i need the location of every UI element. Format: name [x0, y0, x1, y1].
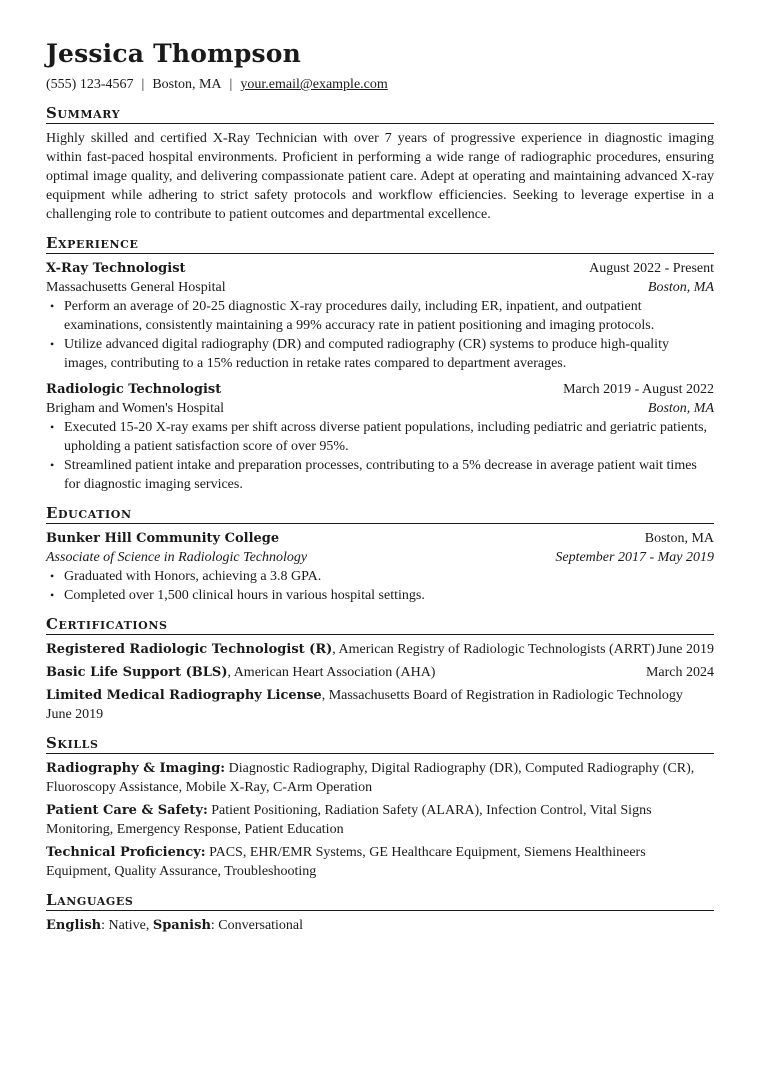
school-name: Bunker Hill Community College	[46, 531, 280, 546]
bullet-item	[46, 335, 714, 373]
employer: Massachusetts General Hospital	[46, 280, 226, 295]
section-heading-summary: Summary	[46, 104, 714, 124]
skill-group-label: Technical Proficiency:	[46, 845, 206, 860]
skill-group	[46, 801, 714, 839]
contact-line	[46, 76, 714, 94]
resume-page	[46, 38, 714, 935]
certification-issuer: , American Heart Association (AHA)	[227, 665, 436, 680]
summary-text: Highly skilled and certified X-Ray Technician with over 7 years of progressive experience in diagnostic imaging within fast-paced hospital environments. Proficient in performing a wide range of radiographic procedures, ensuring optimal image quality, and delivering compassionate patient care. Adept at operating and maintaining advanced X-ray equipment while adhering to strict safety protocols and workflow efficiencies. Seeking to leverage expertise in a challenging role to contribute to patient outcomes and departmental excellence.	[46, 131, 714, 222]
separator: |	[229, 77, 233, 92]
job-location: Boston, MA	[647, 280, 714, 295]
skill-group-text: Patient Positioning, Radiation Safety (ALARA), Infection Control, Vital Signs Monitoring, Emergency Response, Patient Education	[46, 803, 652, 837]
skills-section	[46, 734, 714, 881]
bullet-icon: •	[50, 569, 55, 583]
skill-group-label: Patient Care & Safety:	[46, 803, 208, 818]
certification-name: Limited Medical Radiography License	[46, 688, 322, 703]
separator: |	[141, 77, 145, 92]
degree: Associate of Science in Radiologic Technology	[46, 550, 308, 565]
experience-entry	[46, 259, 714, 373]
email-link[interactable]: your.email@example.com	[240, 77, 388, 92]
bullet-icon: •	[50, 420, 55, 434]
bullet-item	[46, 297, 714, 335]
experience-section	[46, 234, 714, 494]
job-bullets	[46, 418, 714, 494]
certification-issuer: , Massachusetts Board of Registration in Radiologic Technology	[321, 688, 683, 703]
bullet-text: Executed 15-20 X-ray exams per shift across diverse patient populations, including pediatric and geriatric patients, upholding a patient satisfaction score of over 95%.	[64, 420, 708, 454]
job-title: Radiologic Technologist	[46, 382, 222, 397]
bullet-text: Streamlined patient intake and preparation processes, contributing to a 5% decrease in average patient wait times for diagnostic imaging services.	[64, 458, 697, 492]
job-location: Boston, MA	[647, 401, 714, 416]
school-location: Boston, MA	[644, 531, 714, 546]
candidate-name: Jessica Thompson	[46, 39, 302, 68]
education-entry	[46, 529, 714, 605]
bullet-item	[46, 456, 714, 494]
section-heading-languages: Languages	[46, 891, 714, 911]
job-dates: March 2019 - August 2022	[563, 382, 714, 397]
bullet-item	[46, 418, 714, 456]
bullet-icon: •	[50, 458, 55, 472]
section-heading-education: Education	[46, 504, 714, 524]
certification-name: Registered Radiologic Technologist (R)	[46, 642, 333, 657]
language-name: English	[46, 918, 102, 933]
certification-item	[46, 686, 714, 724]
certification-issuer: , American Registry of Radiologic Technologists (ARRT)	[332, 642, 655, 657]
employer: Brigham and Women's Hospital	[46, 401, 225, 416]
location: Boston, MA	[152, 77, 222, 92]
job-dates: August 2022 - Present	[589, 261, 714, 276]
bullet-icon: •	[50, 337, 55, 351]
bullet-text: Perform an average of 20-25 diagnostic X-ray procedures daily, including ER, inpatient, and outpatient examinations, consistently maintaining a 99% accuracy rate in patient positioning and imaging protocols.	[64, 299, 655, 333]
job-title: X-Ray Technologist	[46, 261, 186, 276]
education-section	[46, 504, 714, 605]
summary-section	[46, 104, 714, 224]
section-heading-certifications: Certifications	[46, 615, 714, 635]
certification-item	[46, 663, 714, 682]
skill-group	[46, 759, 714, 797]
skill-group	[46, 843, 714, 881]
bullet-icon: •	[50, 299, 55, 313]
certification-name: Basic Life Support (BLS)	[46, 665, 228, 680]
job-bullets	[46, 297, 714, 373]
skill-group-text: Diagnostic Radiography, Digital Radiography (DR), Computed Radiography (CR), Fluoroscopy Assistance, Mobile X-Ray, C-Arm Operation	[46, 761, 695, 795]
education-bullets	[46, 567, 714, 605]
certifications-section	[46, 615, 714, 724]
bullet-text: Completed over 1,500 clinical hours in various hospital settings.	[64, 588, 425, 603]
language-level: : Conversational	[210, 918, 304, 933]
certification-date: March 2024	[645, 665, 714, 680]
languages-section	[46, 891, 714, 935]
phone-number: (555) 123-4567	[46, 77, 134, 92]
bullet-item	[46, 586, 714, 605]
language-level: : Native,	[101, 918, 153, 933]
bullet-text: Utilize advanced digital radiography (DR) and computed radiography (CR) systems to produce high-quality images, contributing to a 15% reduction in retake rates compared to department averages.	[64, 337, 669, 371]
section-heading-experience: Experience	[46, 234, 714, 254]
language-name: Spanish	[152, 918, 211, 933]
skill-group-text: PACS, EHR/EMR Systems, GE Healthcare Equipment, Siemens Healthineers Equipment, Quality Assurance, Troubleshooting	[46, 845, 646, 879]
skill-group-label: Radiography & Imaging:	[46, 761, 226, 776]
certification-date: June 2019	[46, 707, 104, 722]
bullet-item	[46, 567, 714, 586]
certification-item	[46, 640, 714, 659]
education-dates: September 2017 - May 2019	[555, 550, 714, 565]
bullet-icon: •	[50, 588, 55, 602]
section-heading-skills: Skills	[46, 734, 714, 754]
certification-date: June 2019	[656, 642, 714, 657]
bullet-text: Graduated with Honors, achieving a 3.8 GPA.	[64, 569, 322, 584]
languages-line	[46, 916, 714, 935]
experience-entry	[46, 380, 714, 494]
